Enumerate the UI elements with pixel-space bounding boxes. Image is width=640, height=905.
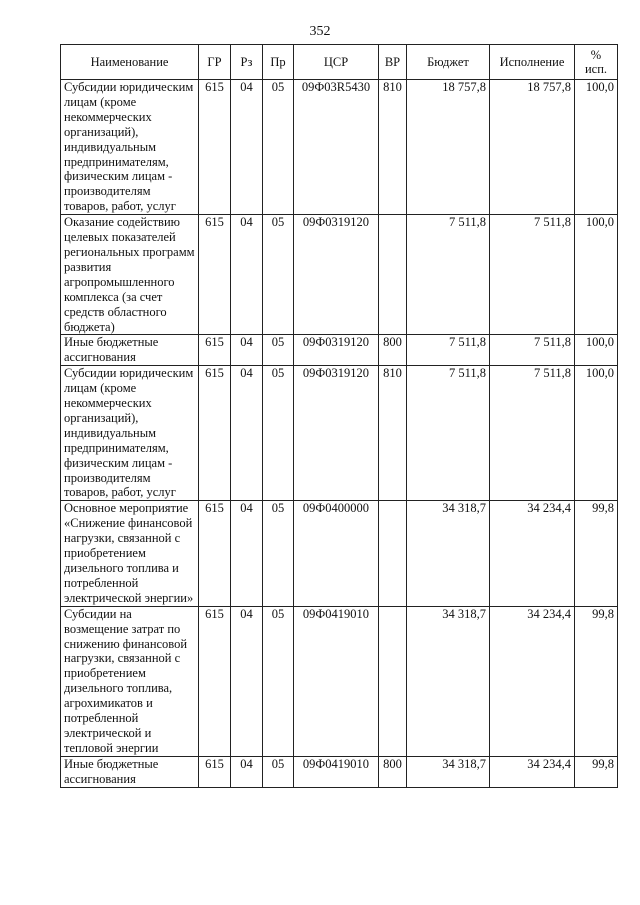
row-execution: 7 511,8 bbox=[490, 335, 575, 366]
row-pr: 05 bbox=[263, 366, 294, 501]
row-rz: 04 bbox=[231, 606, 263, 756]
row-execution: 18 757,8 bbox=[490, 80, 575, 215]
row-execution: 7 511,8 bbox=[490, 366, 575, 501]
row-rz: 04 bbox=[231, 215, 263, 335]
row-pr: 05 bbox=[263, 80, 294, 215]
header-percent: % исп. bbox=[575, 45, 618, 80]
row-pr: 05 bbox=[263, 606, 294, 756]
row-budget: 34 318,7 bbox=[407, 501, 490, 606]
table-row bbox=[61, 80, 618, 215]
row-budget: 7 511,8 bbox=[407, 366, 490, 501]
row-rz: 04 bbox=[231, 366, 263, 501]
row-csr: 09Ф0319120 bbox=[294, 335, 379, 366]
row-gr: 615 bbox=[199, 366, 231, 501]
header-rz: Рз bbox=[231, 45, 263, 80]
row-vr: 800 bbox=[379, 335, 407, 366]
row-name: Иные бюджетные ассигнования bbox=[61, 756, 199, 787]
header-execution: Исполнение bbox=[490, 45, 575, 80]
row-gr: 615 bbox=[199, 756, 231, 787]
row-percent: 99,8 bbox=[575, 501, 618, 606]
table-row bbox=[61, 756, 618, 787]
row-gr: 615 bbox=[199, 335, 231, 366]
row-name: Субсидии на возмещение затрат по снижению финансовой нагрузки, связанной с приобретением дизельного топлива, агрохимикатов и потребленной электрической и тепловой энергии bbox=[61, 606, 199, 756]
row-budget: 34 318,7 bbox=[407, 756, 490, 787]
header-pr: Пр bbox=[263, 45, 294, 80]
row-pr: 05 bbox=[263, 756, 294, 787]
row-pr: 05 bbox=[263, 501, 294, 606]
table-row bbox=[61, 335, 618, 366]
row-csr: 09Ф0319120 bbox=[294, 215, 379, 335]
row-percent: 100,0 bbox=[575, 366, 618, 501]
table-row bbox=[61, 501, 618, 606]
row-csr: 09Ф0419010 bbox=[294, 606, 379, 756]
row-name: Иные бюджетные ассигнования bbox=[61, 335, 199, 366]
row-pr: 05 bbox=[263, 215, 294, 335]
row-vr bbox=[379, 501, 407, 606]
row-name: Субсидии юридическим лицам (кроме некоммерческих организаций), индивидуальным предпринимателям, физическим лицам - производителям товаров, работ, услуг bbox=[61, 80, 199, 215]
row-csr: 09Ф0419010 bbox=[294, 756, 379, 787]
row-rz: 04 bbox=[231, 501, 263, 606]
row-budget: 7 511,8 bbox=[407, 335, 490, 366]
header-csr: ЦСР bbox=[294, 45, 379, 80]
row-budget: 18 757,8 bbox=[407, 80, 490, 215]
header-budget: Бюджет bbox=[407, 45, 490, 80]
row-vr bbox=[379, 606, 407, 756]
row-execution: 34 234,4 bbox=[490, 606, 575, 756]
row-gr: 615 bbox=[199, 606, 231, 756]
row-percent: 99,8 bbox=[575, 756, 618, 787]
row-budget: 7 511,8 bbox=[407, 215, 490, 335]
header-name: Наименование bbox=[61, 45, 199, 80]
table-row bbox=[61, 366, 618, 501]
row-rz: 04 bbox=[231, 335, 263, 366]
row-pr: 05 bbox=[263, 335, 294, 366]
row-percent: 100,0 bbox=[575, 215, 618, 335]
header-gr: ГР bbox=[199, 45, 231, 80]
row-gr: 615 bbox=[199, 80, 231, 215]
row-vr: 810 bbox=[379, 366, 407, 501]
row-rz: 04 bbox=[231, 756, 263, 787]
row-vr bbox=[379, 215, 407, 335]
row-csr: 09Ф03R5430 bbox=[294, 80, 379, 215]
row-gr: 615 bbox=[199, 215, 231, 335]
row-rz: 04 bbox=[231, 80, 263, 215]
row-budget: 34 318,7 bbox=[407, 606, 490, 756]
row-percent: 100,0 bbox=[575, 335, 618, 366]
row-name: Основное мероприятие «Снижение финансовой нагрузки, связанной с приобретением дизельного топлива и потребленной электрической энергии» bbox=[61, 501, 199, 606]
page-number: 352 bbox=[309, 24, 331, 39]
table-row bbox=[61, 215, 618, 335]
row-name: Субсидии юридическим лицам (кроме некоммерческих организаций), индивидуальным предпринимателям, физическим лицам - производителям товаров, работ, услуг bbox=[61, 366, 199, 501]
row-csr: 09Ф0319120 bbox=[294, 366, 379, 501]
budget-table bbox=[60, 44, 618, 788]
row-csr: 09Ф0400000 bbox=[294, 501, 379, 606]
header-vr: ВР bbox=[379, 45, 407, 80]
row-execution: 7 511,8 bbox=[490, 215, 575, 335]
row-vr: 810 bbox=[379, 80, 407, 215]
table-row bbox=[61, 606, 618, 756]
table-header-row bbox=[61, 45, 618, 80]
row-name: Оказание содействию целевых показателей региональных программ развития агропромышленного комплекса (за счет средств областного бюджета) bbox=[61, 215, 199, 335]
row-execution: 34 234,4 bbox=[490, 756, 575, 787]
row-percent: 99,8 bbox=[575, 606, 618, 756]
row-execution: 34 234,4 bbox=[490, 501, 575, 606]
row-vr: 800 bbox=[379, 756, 407, 787]
row-percent: 100,0 bbox=[575, 80, 618, 215]
row-gr: 615 bbox=[199, 501, 231, 606]
